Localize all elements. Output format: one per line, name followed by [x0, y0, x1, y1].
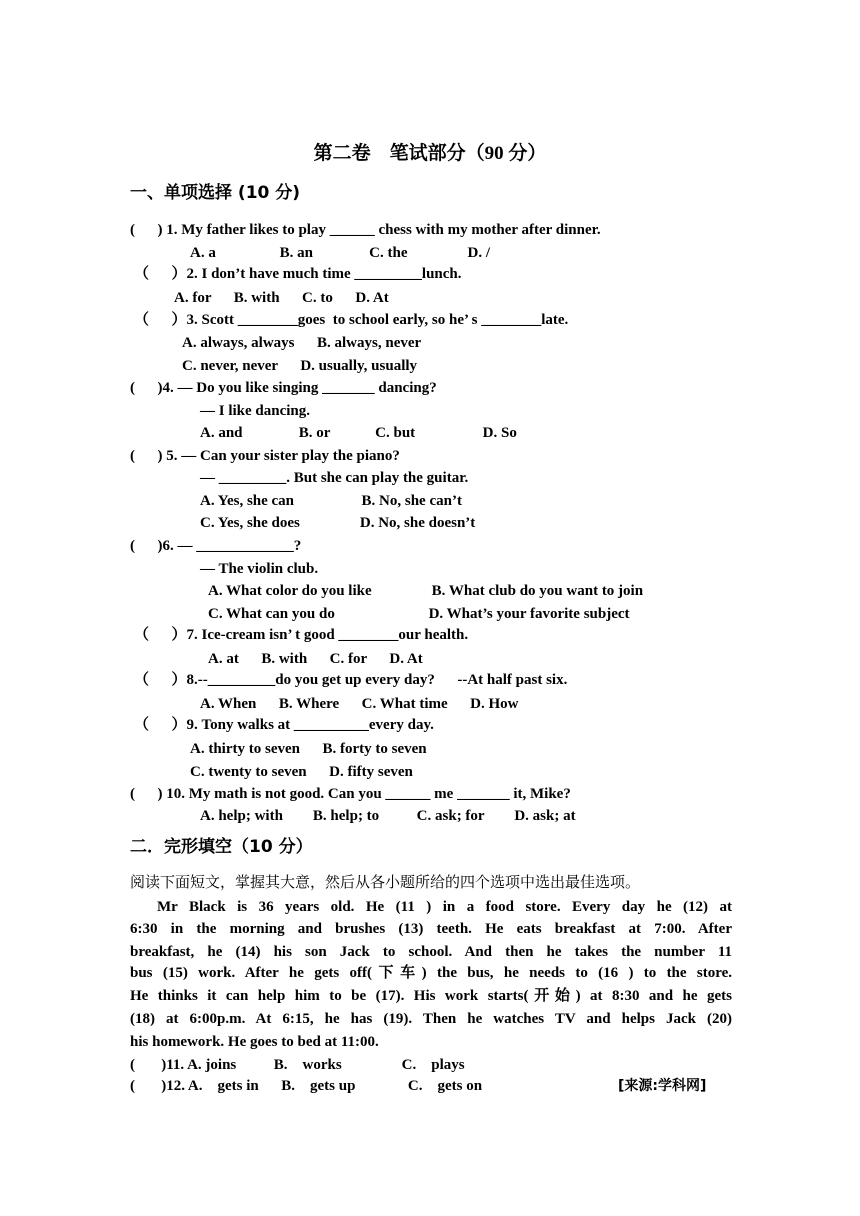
question-1: ( ) 1. My father likes to play ______ chess with my mother after dinner. [130, 222, 601, 238]
question-2-options: A. for B. with C. to D. At [174, 290, 389, 306]
question-10-options: A. help; with B. help; to C. ask; for D. ask; at [200, 808, 576, 824]
question-9-options-b: C. twenty to seven D. fifty seven [190, 764, 413, 780]
question-6-options-a: A. What color do you like B. What club do you want to join [208, 583, 644, 599]
question-5-options-a: A. Yes, she can B. No, she can’t [200, 493, 462, 509]
question-7: （ ）7. Ice-cream isn’ t good ________our health. [134, 627, 469, 643]
question-2: （ ）2. I don’t have much time _________lunch. [134, 266, 462, 282]
question-5-options-b: C. Yes, she does D. No, she doesn’t [200, 515, 476, 531]
question-4-answer: — I like dancing. [200, 403, 311, 419]
question-8-options: A. When B. Where C. What time D. How [200, 696, 519, 712]
question-6-options-b: C. What can you do D. What’s your favorite subject [208, 606, 630, 622]
question-4-options: A. and B. or C. but D. So [200, 425, 517, 441]
question-6: ( )6. — _____________? [130, 538, 302, 554]
question-1-options: A. a B. an C. the D. / [190, 245, 491, 261]
question-9-options-a: A. thirty to seven B. forty to seven [190, 741, 427, 757]
passage-line: (18) at 6:00p.m. At 6:15, he has (19). Then he watches TV and helps Jack (20) [130, 1011, 732, 1027]
question-3-options-b: C. never, never D. usually, usually [182, 358, 418, 374]
page-title: 第二卷 笔试部分（90 分） [313, 143, 547, 164]
question-7-options: A. at B. with C. for D. At [208, 651, 423, 667]
question-12: ( )12. A. gets in B. gets up C. gets on [130, 1078, 483, 1094]
question-11: ( )11. A. joins B. works C. plays [130, 1057, 465, 1073]
question-3: （ ）3. Scott ________goes to school early, so he’ s ________late. [134, 312, 569, 328]
question-10: ( ) 10. My math is not good. Can you ______ me _______ it, Mike? [130, 786, 571, 802]
passage-line: He thinks it can help him to be (17). His work starts(开始) at 8:30 and he gets [130, 988, 732, 1004]
section-1-heading: 一、单项选择 (10 分) [130, 183, 301, 203]
source-note: [来源:学科网] [618, 1078, 707, 1094]
passage-line: bus (15) work. After he gets off(下车) the bus, he needs to (16 ) to the store. [130, 965, 732, 981]
question-3-options-a: A. always, always B. always, never [182, 335, 422, 351]
passage-line: breakfast, he (14) his son Jack to school. And then he takes the number 11 [130, 944, 732, 960]
question-5: ( ) 5. — Can your sister play the piano? [130, 448, 400, 464]
passage-line: his homework. He goes to bed at 11:00. [130, 1034, 379, 1050]
section-2-heading: 二．完形填空（10 分） [130, 837, 313, 857]
question-4: ( )4. — Do you like singing _______ dancing? [130, 380, 437, 396]
passage-line: 6:30 in the morning and brushes (13) teeth. He eats breakfast at 7:00. After [130, 921, 732, 937]
passage-line: Mr Black is 36 years old. He (11 ) in a food store. Every day he (12) at [157, 899, 732, 915]
question-6-answer: — The violin club. [200, 561, 319, 577]
question-8: （ ）8.--_________do you get up every day? --At half past six. [134, 672, 568, 688]
section-2-instruction: 阅读下面短文，掌握其大意，然后从各小题所给的四个选项中选出最佳选项。 [130, 873, 641, 891]
question-9: （ ）9. Tony walks at __________every day. [134, 717, 434, 733]
question-5-answer: — _________. But she can play the guitar. [200, 470, 469, 486]
